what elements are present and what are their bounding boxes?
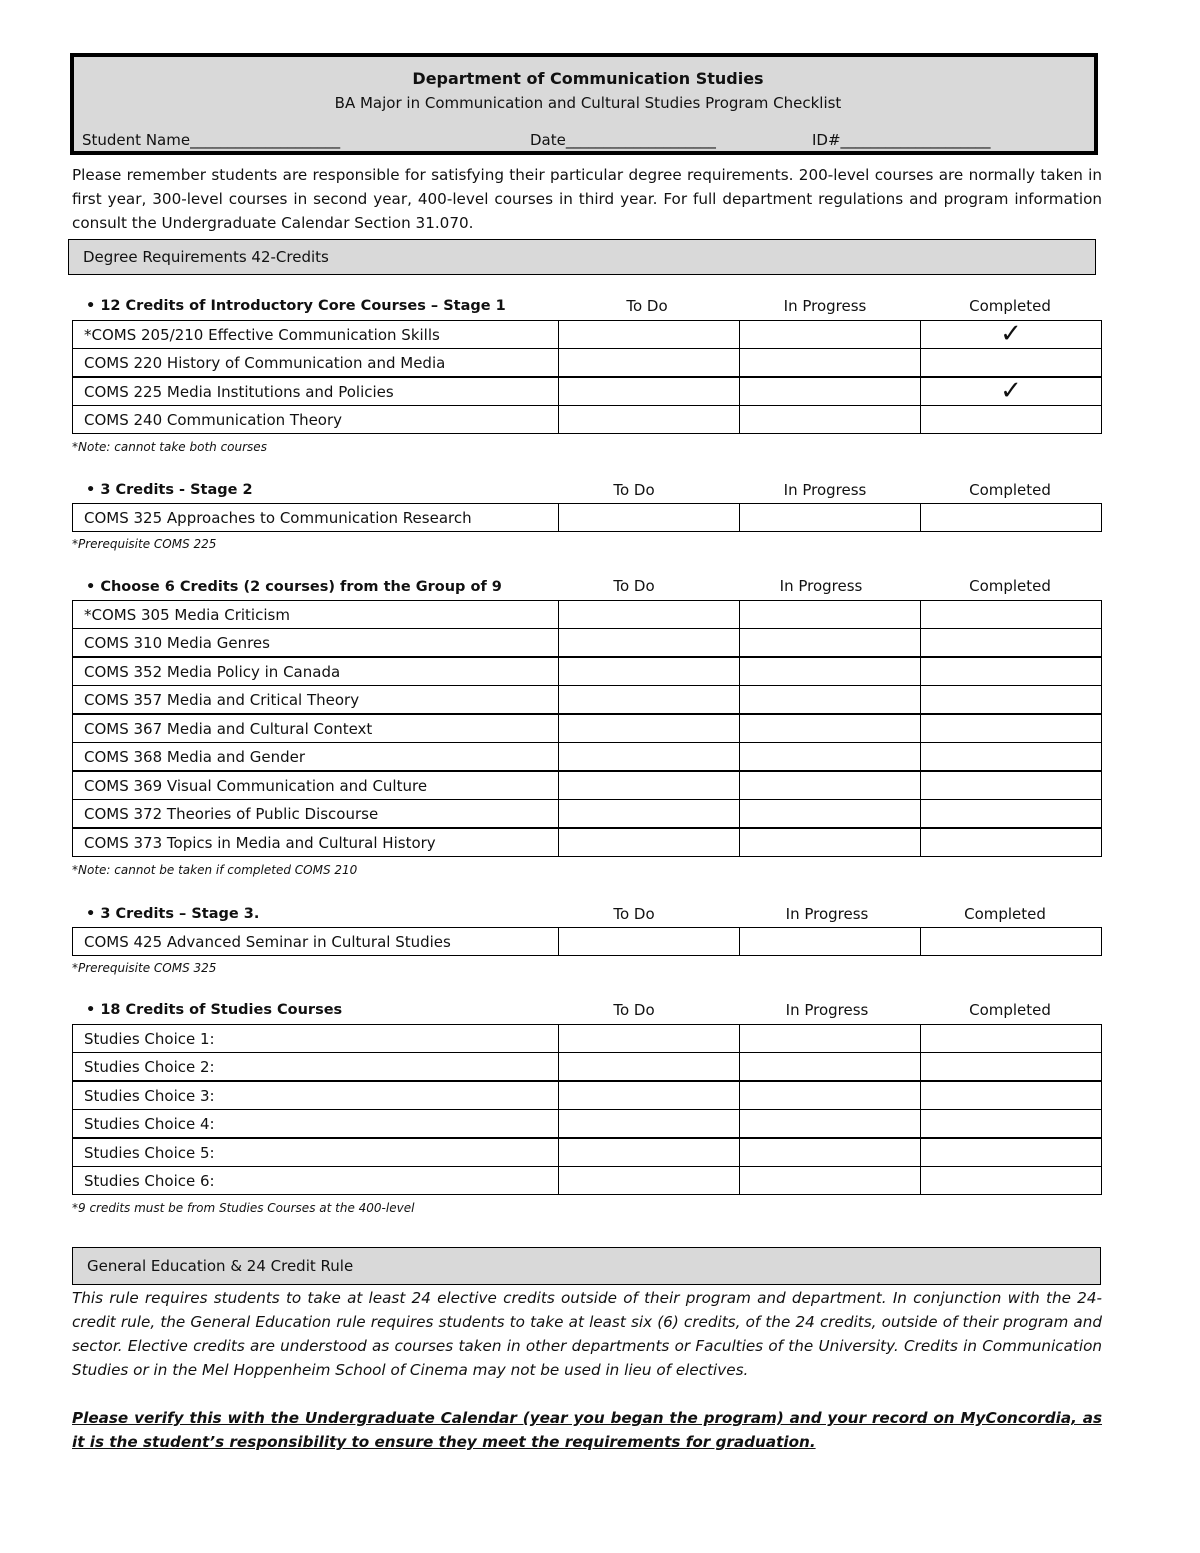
course-name: *COMS 205/210 Effective Communication Skills xyxy=(73,321,559,349)
course-row xyxy=(73,800,1102,829)
course-name: COMS 367 Media and Cultural Context xyxy=(73,714,559,743)
col-inprogress: In Progress xyxy=(783,481,867,499)
course-row xyxy=(73,1138,1102,1167)
course-name: COMS 357 Media and Critical Theory xyxy=(73,686,559,715)
completed-box[interactable] xyxy=(921,800,1102,829)
col-completed: Completed xyxy=(964,905,1046,923)
inprogress-box[interactable] xyxy=(740,601,921,629)
completed-box[interactable] xyxy=(921,828,1102,857)
inprogress-box[interactable] xyxy=(740,629,921,658)
degree-requirements-bar: Degree Requirements 42-Credits xyxy=(68,239,1096,275)
id-field[interactable]: ID#____________________ xyxy=(812,131,991,149)
course-row xyxy=(73,504,1102,532)
todo-box[interactable] xyxy=(559,657,740,686)
course-name: Studies Choice 6: xyxy=(73,1167,559,1195)
todo-box[interactable] xyxy=(559,714,740,743)
todo-box[interactable] xyxy=(559,771,740,800)
verification-note: Please verify this with the Undergraduate Calendar (year you began the program) and your record on MyConcordia, as it is the student’s responsibility to ensure they meet the requirements for graduation. xyxy=(72,1409,1102,1451)
section-table xyxy=(72,320,1102,434)
todo-box[interactable] xyxy=(559,800,740,829)
section-table xyxy=(72,600,1102,857)
completed-box[interactable] xyxy=(921,349,1102,378)
checkmark-icon: ✓ xyxy=(1000,319,1022,349)
section-note: *Prerequisite COMS 325 xyxy=(72,961,217,975)
col-todo: To Do xyxy=(613,1001,655,1019)
section-note: *9 credits must be from Studies Courses at the 400-level xyxy=(72,1201,415,1215)
section-rows xyxy=(73,321,1102,434)
col-todo: To Do xyxy=(626,297,668,315)
section-rows xyxy=(73,601,1102,857)
col-completed: Completed xyxy=(969,577,1051,595)
course-name: Studies Choice 3: xyxy=(73,1081,559,1110)
section-note: *Note: cannot take both courses xyxy=(72,440,267,454)
course-name: COMS 240 Communication Theory xyxy=(73,406,559,434)
inprogress-box[interactable] xyxy=(740,406,921,434)
todo-box[interactable] xyxy=(559,629,740,658)
completed-box[interactable] xyxy=(921,743,1102,772)
inprogress-box[interactable] xyxy=(740,928,921,956)
col-inprogress: In Progress xyxy=(785,905,869,923)
inprogress-box[interactable] xyxy=(740,1053,921,1082)
course-name: COMS 220 History of Communication and Media xyxy=(73,349,559,378)
course-name: COMS 368 Media and Gender xyxy=(73,743,559,772)
inprogress-box[interactable] xyxy=(740,828,921,857)
course-row xyxy=(73,1025,1102,1053)
completed-box[interactable] xyxy=(921,686,1102,715)
section-heading: • 12 Credits of Introductory Core Courses – Stage 1 xyxy=(86,298,506,314)
completed-box[interactable] xyxy=(921,406,1102,434)
course-name: Studies Choice 2: xyxy=(73,1053,559,1082)
course-row xyxy=(73,601,1102,629)
completed-box[interactable] xyxy=(921,1167,1102,1195)
checkmark-icon: ✓ xyxy=(1000,376,1022,406)
completed-box[interactable] xyxy=(921,1110,1102,1139)
general-education-bar: General Education & 24 Credit Rule xyxy=(72,1247,1101,1285)
todo-box[interactable] xyxy=(559,601,740,629)
completed-box[interactable] xyxy=(921,1025,1102,1053)
student-name-field[interactable]: Student Name____________________ xyxy=(82,131,341,149)
section-heading: • Choose 6 Credits (2 courses) from the Group of 9 xyxy=(86,579,502,595)
course-name: COMS 225 Media Institutions and Policies xyxy=(73,377,559,406)
col-completed: Completed xyxy=(969,481,1051,499)
course-row xyxy=(73,743,1102,772)
section-table xyxy=(72,927,1102,956)
todo-box[interactable] xyxy=(559,928,740,956)
todo-box[interactable] xyxy=(559,743,740,772)
inprogress-box[interactable] xyxy=(740,1138,921,1167)
course-name: COMS 352 Media Policy in Canada xyxy=(73,657,559,686)
inprogress-box[interactable] xyxy=(740,1167,921,1195)
general-education-text: This rule requires students to take at least 24 elective credits outside of their program and department. In conjunction with the 24-credit rule, the General Education rule requires students to take at least six (6) credits, of the 24 credits, outside of their program and sector. Elective credits are understood as courses taken in other departments or Faculties of the University. Credits in Communication Studies or in the Mel Hoppenheim School of Cinema may not be used in lieu of electives. xyxy=(72,1289,1102,1379)
course-name: Studies Choice 1: xyxy=(73,1025,559,1053)
col-todo: To Do xyxy=(613,905,655,923)
program-subtitle: BA Major in Communication and Cultural Studies Program Checklist xyxy=(334,94,842,112)
section-heading: • 18 Credits of Studies Courses xyxy=(86,1002,343,1018)
section-heading: • 3 Credits – Stage 3. xyxy=(86,906,260,922)
col-inprogress: In Progress xyxy=(783,297,867,315)
course-row xyxy=(73,928,1102,956)
col-completed: Completed xyxy=(969,297,1051,315)
intro-paragraph: Please remember students are responsible for satisfying their particular degree requirements. 200-level courses are normally taken in first year, 300-level courses in second year, 400-level courses in third year. For full department regulations and program information consult the Undergraduate Calendar Section 31.070. xyxy=(72,166,1102,232)
todo-box[interactable] xyxy=(559,349,740,378)
inprogress-box[interactable] xyxy=(740,1110,921,1139)
todo-box[interactable] xyxy=(559,1053,740,1082)
course-row xyxy=(73,657,1102,686)
todo-box[interactable] xyxy=(559,321,740,349)
date-field[interactable]: Date____________________ xyxy=(530,131,716,149)
course-row xyxy=(73,406,1102,434)
completed-box[interactable] xyxy=(921,928,1102,956)
completed-box[interactable] xyxy=(921,657,1102,686)
section-rows xyxy=(73,1025,1102,1195)
todo-box[interactable] xyxy=(559,1081,740,1110)
department-title: Department of Communication Studies xyxy=(412,69,764,88)
course-row xyxy=(73,714,1102,743)
todo-box[interactable] xyxy=(559,406,740,434)
course-name: COMS 373 Topics in Media and Cultural History xyxy=(73,828,559,857)
inprogress-box[interactable] xyxy=(740,504,921,532)
course-row xyxy=(73,1053,1102,1082)
completed-box[interactable] xyxy=(921,629,1102,658)
inprogress-box[interactable] xyxy=(740,321,921,349)
course-row xyxy=(73,321,1102,349)
completed-box[interactable] xyxy=(921,1053,1102,1082)
section-note: *Prerequisite COMS 225 xyxy=(72,537,217,551)
inprogress-box[interactable] xyxy=(740,1025,921,1053)
inprogress-box[interactable] xyxy=(740,743,921,772)
todo-box[interactable] xyxy=(559,828,740,857)
course-name: COMS 372 Theories of Public Discourse xyxy=(73,800,559,829)
todo-box[interactable] xyxy=(559,1167,740,1195)
inprogress-box[interactable] xyxy=(740,349,921,378)
todo-box[interactable] xyxy=(559,377,740,406)
header-box xyxy=(70,53,1098,155)
inprogress-box[interactable] xyxy=(740,657,921,686)
todo-box[interactable] xyxy=(559,1110,740,1139)
inprogress-box[interactable] xyxy=(740,377,921,406)
completed-box[interactable] xyxy=(921,377,1102,406)
completed-box[interactable] xyxy=(921,601,1102,629)
todo-box[interactable] xyxy=(559,686,740,715)
completed-box[interactable] xyxy=(921,1138,1102,1167)
course-row xyxy=(73,1081,1102,1110)
inprogress-box[interactable] xyxy=(740,800,921,829)
course-row xyxy=(73,686,1102,715)
section-table xyxy=(72,503,1102,532)
section-table xyxy=(72,1024,1102,1195)
completed-box[interactable] xyxy=(921,714,1102,743)
course-row xyxy=(73,828,1102,857)
completed-box[interactable] xyxy=(921,321,1102,349)
section-rows xyxy=(73,504,1102,532)
col-todo: To Do xyxy=(613,577,655,595)
section-note: *Note: cannot be taken if completed COMS 210 xyxy=(72,863,358,877)
course-name: Studies Choice 4: xyxy=(73,1110,559,1139)
inprogress-box[interactable] xyxy=(740,1081,921,1110)
completed-box[interactable] xyxy=(921,504,1102,532)
inprogress-box[interactable] xyxy=(740,686,921,715)
todo-box[interactable] xyxy=(559,1025,740,1053)
course-row xyxy=(73,629,1102,658)
course-name: COMS 369 Visual Communication and Culture xyxy=(73,771,559,800)
course-row xyxy=(73,349,1102,378)
completed-box[interactable] xyxy=(921,771,1102,800)
course-name: COMS 310 Media Genres xyxy=(73,629,559,658)
course-row xyxy=(73,1167,1102,1195)
course-name: *COMS 305 Media Criticism xyxy=(73,601,559,629)
inprogress-box[interactable] xyxy=(740,714,921,743)
course-name: COMS 425 Advanced Seminar in Cultural Studies xyxy=(73,928,559,956)
course-name: Studies Choice 5: xyxy=(73,1138,559,1167)
course-row xyxy=(73,1110,1102,1139)
col-inprogress: In Progress xyxy=(785,1001,869,1019)
course-row xyxy=(73,771,1102,800)
inprogress-box[interactable] xyxy=(740,771,921,800)
section-rows xyxy=(73,928,1102,956)
section-heading: • 3 Credits - Stage 2 xyxy=(86,482,253,498)
todo-box[interactable] xyxy=(559,1138,740,1167)
completed-box[interactable] xyxy=(921,1081,1102,1110)
col-completed: Completed xyxy=(969,1001,1051,1019)
todo-box[interactable] xyxy=(559,504,740,532)
col-inprogress: In Progress xyxy=(779,577,863,595)
col-todo: To Do xyxy=(613,481,655,499)
course-row xyxy=(73,377,1102,406)
course-name: COMS 325 Approaches to Communication Research xyxy=(73,504,559,532)
